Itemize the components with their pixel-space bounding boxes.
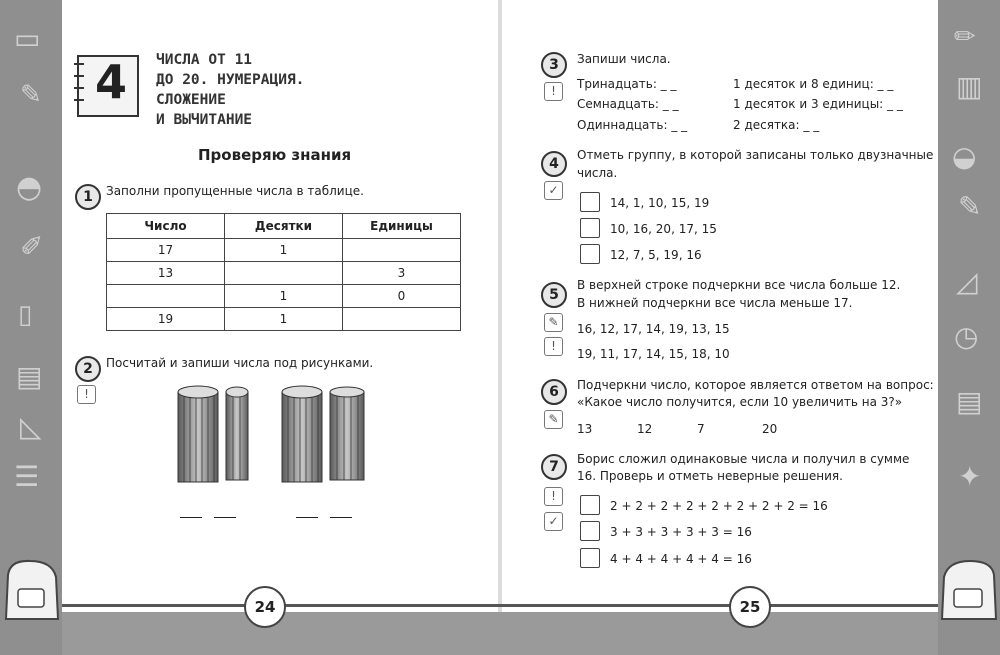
- chapter-title-line: И ВЫЧИТАНИЕ: [156, 112, 253, 128]
- task-number-badge: 5: [541, 282, 567, 308]
- counting-sticks-picture: [170, 382, 370, 487]
- task7-option: 4 + 4 + 4 + 4 + 4 = 16: [610, 552, 752, 566]
- task7-option: 2 + 2 + 2 + 2 + 2 + 2 + 2 + 2 = 16: [610, 499, 828, 513]
- task6-answer[interactable]: 20: [762, 422, 778, 436]
- option-checkbox[interactable]: [580, 521, 600, 541]
- task-number-badge: 6: [541, 379, 567, 405]
- pencil-doodle-icon: ✎: [958, 190, 982, 223]
- triangle-doodle-icon: ◺: [20, 410, 42, 443]
- task3-item: 1 десяток и 8 единиц: _ _: [733, 77, 894, 91]
- option-checkbox[interactable]: [580, 244, 600, 264]
- table-header: Число: [107, 214, 225, 239]
- table-cell: 1: [225, 239, 343, 262]
- clock-doodle-icon: ◷: [954, 320, 979, 353]
- answer-blank[interactable]: [214, 517, 236, 518]
- table-cell: 1: [225, 308, 343, 331]
- tens-units-table: [106, 213, 461, 331]
- table-cell: [107, 285, 225, 308]
- task5-number-row: 19, 11, 17, 14, 15, 18, 10: [577, 347, 730, 361]
- task5-text: В нижней подчеркни все числа меньше 17.: [577, 296, 853, 310]
- table-cell: 0: [343, 285, 461, 308]
- task3-item: Семнадцать: _ _: [577, 97, 679, 111]
- crayon-doodle-icon: ✏: [954, 22, 976, 52]
- table-cell: 19: [107, 308, 225, 331]
- pencil-mark-icon: ✎: [544, 313, 563, 332]
- chapter-title-line: ДО 20. НУМЕРАЦИЯ.: [156, 72, 305, 88]
- attention-mark-icon: !: [77, 385, 96, 404]
- backpack-right-icon: [938, 555, 1000, 625]
- table-row: [107, 262, 461, 285]
- task4-option: 12, 7, 5, 19, 16: [610, 248, 702, 262]
- task4-text: числа.: [577, 166, 618, 180]
- chapter-title-line: СЛОЖЕНИЕ: [156, 92, 226, 108]
- protractor-doodle-icon: ◒: [952, 140, 977, 173]
- attention-mark-icon: !: [544, 82, 563, 101]
- option-checkbox[interactable]: [580, 495, 600, 515]
- protractor-doodle-icon: ◓: [16, 170, 43, 205]
- task6-answer[interactable]: 13: [577, 422, 593, 436]
- pencil-mark-icon: ✎: [544, 410, 563, 429]
- table-row: [107, 308, 461, 331]
- chapter-title: [156, 50, 304, 130]
- task4-text: Отметь группу, в которой записаны только двузначные: [577, 148, 934, 162]
- attention-mark-icon: !: [544, 337, 563, 356]
- task3-item: 1 десяток и 3 единицы: _ _: [733, 97, 903, 111]
- task7-text: Борис сложил одинаковые числа и получил в сумме: [577, 452, 910, 466]
- table-cell: [225, 262, 343, 285]
- attention-mark-icon: !: [544, 487, 563, 506]
- checkmark-icon: ✓: [544, 181, 563, 200]
- page-number: 24: [244, 586, 286, 628]
- answer-blank[interactable]: [330, 517, 352, 518]
- books-doodle-icon: ☰: [14, 460, 40, 493]
- backpack-left-icon: [0, 555, 62, 625]
- answer-blank[interactable]: [180, 517, 202, 518]
- task5-number-row: 16, 12, 17, 14, 19, 13, 15: [577, 322, 730, 336]
- table-cell: 3: [343, 262, 461, 285]
- option-checkbox[interactable]: [580, 218, 600, 238]
- task4-option: 10, 16, 20, 17, 15: [610, 222, 717, 236]
- task6-answer[interactable]: 12: [637, 422, 653, 436]
- table-row: [107, 285, 461, 308]
- task1-text: Заполни пропущенные числа в таблице.: [106, 184, 364, 198]
- task-number-badge: 2: [75, 356, 101, 382]
- task-number-badge: 3: [541, 52, 567, 78]
- page-bottom-rule: [62, 604, 938, 607]
- table-row: [107, 239, 461, 262]
- table-cell: 1: [225, 285, 343, 308]
- task6-text: «Какое число получится, если 10 увеличить на 3?»: [577, 395, 903, 409]
- task7-option: 3 + 3 + 3 + 3 + 3 = 16: [610, 525, 752, 539]
- notebook-doodle-icon: ▥: [956, 70, 983, 103]
- task6-answer[interactable]: 7: [697, 422, 705, 436]
- answer-blank[interactable]: [296, 517, 318, 518]
- table-header: Десятки: [225, 214, 343, 239]
- table-cell: 13: [107, 262, 225, 285]
- ruler-doodle-icon: ▯: [18, 300, 33, 330]
- page-number: 25: [729, 586, 771, 628]
- eraser-doodle-icon: ▭: [14, 22, 41, 55]
- option-checkbox[interactable]: [580, 548, 600, 568]
- chapter-title-line: ЧИСЛА ОТ 11: [156, 52, 253, 68]
- table-cell: 17: [107, 239, 225, 262]
- triangle-doodle-icon: ◿: [956, 265, 978, 298]
- chapter-number: 4: [95, 55, 128, 109]
- table-cell: [343, 239, 461, 262]
- task-number-badge: 4: [541, 151, 567, 177]
- left-margin-doodles: [0, 0, 62, 655]
- task5-text: В верхней строке подчеркни все числа больше 12.: [577, 278, 901, 292]
- book-doodle-icon: ▤: [956, 385, 983, 418]
- section-title: Проверяю знания: [198, 146, 352, 164]
- pencil-doodle-icon: ✎: [20, 80, 42, 110]
- task3-item: Одиннадцать: _ _: [577, 118, 688, 132]
- option-checkbox[interactable]: [580, 192, 600, 212]
- task4-option: 14, 1, 10, 15, 19: [610, 196, 710, 210]
- task-number-badge: 1: [75, 184, 101, 210]
- task3-text: Запиши числа.: [577, 52, 671, 66]
- right-margin-doodles: [938, 0, 1000, 655]
- task3-item: 2 десятка: _ _: [733, 118, 820, 132]
- task2-text: Посчитай и запиши числа под рисунками.: [106, 356, 374, 370]
- pen-doodle-icon: ✐: [20, 230, 44, 263]
- task7-text: 16. Проверь и отметь неверные решения.: [577, 469, 843, 483]
- task-number-badge: 7: [541, 454, 567, 480]
- task3-item: Тринадцать: _ _: [577, 77, 677, 91]
- paint-doodle-icon: ✦: [958, 460, 982, 493]
- book-doodle-icon: ▤: [16, 360, 43, 393]
- table-cell: [343, 308, 461, 331]
- table-header: Единицы: [343, 214, 461, 239]
- task6-text: Подчеркни число, которое является ответом на вопрос:: [577, 378, 934, 392]
- checkmark-icon: ✓: [544, 512, 563, 531]
